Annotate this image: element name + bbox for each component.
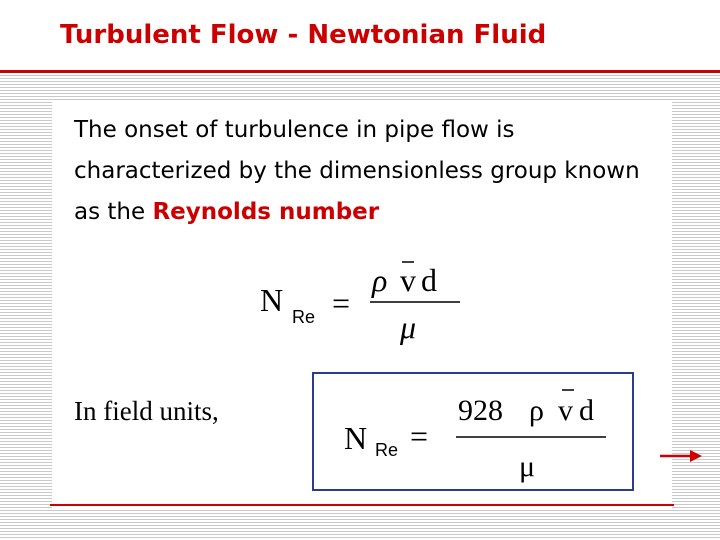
eq2-lhs-subscript: Re [375, 440, 399, 460]
eq2-d: d [579, 394, 594, 427]
title-divider [0, 70, 720, 73]
body-text: The onset of turbulence in pipe flow is characterized by the dimensionless group known as the [74, 117, 640, 225]
eq1-v: v [400, 262, 416, 298]
right-arrow-icon[interactable] [658, 448, 704, 464]
eq1-lhs-symbol: N [260, 282, 284, 318]
eq1-mu: μ [400, 309, 417, 345]
bottom-stripe-pattern [0, 510, 720, 540]
reynolds-equation-field [314, 374, 632, 489]
eq2-rho: ρ [529, 394, 544, 427]
eq2-constant: 928 [458, 394, 503, 427]
reynolds-number-term: Reynolds number [152, 199, 380, 225]
eq1-rho: ρ [372, 262, 388, 298]
eq1-equals: = [332, 285, 351, 321]
body-paragraph [74, 110, 664, 233]
field-units-label: In field units, [74, 396, 219, 426]
eq2-v: v [558, 394, 573, 427]
eq1-lhs-subscript: Re [292, 307, 316, 327]
header-stripe-pattern [0, 72, 720, 102]
eq2-mu: μ [519, 450, 536, 483]
eq2-equals: = [410, 418, 429, 454]
field-units-equation-box [312, 372, 634, 491]
eq2-lhs-symbol: N [344, 420, 368, 456]
eq1-d: d [421, 262, 437, 298]
bottom-divider [50, 504, 674, 506]
slide-title: Turbulent Flow - Newtonian Fluid [60, 20, 547, 50]
left-stripe-pattern [0, 102, 52, 510]
reynolds-equation-general [250, 252, 470, 352]
